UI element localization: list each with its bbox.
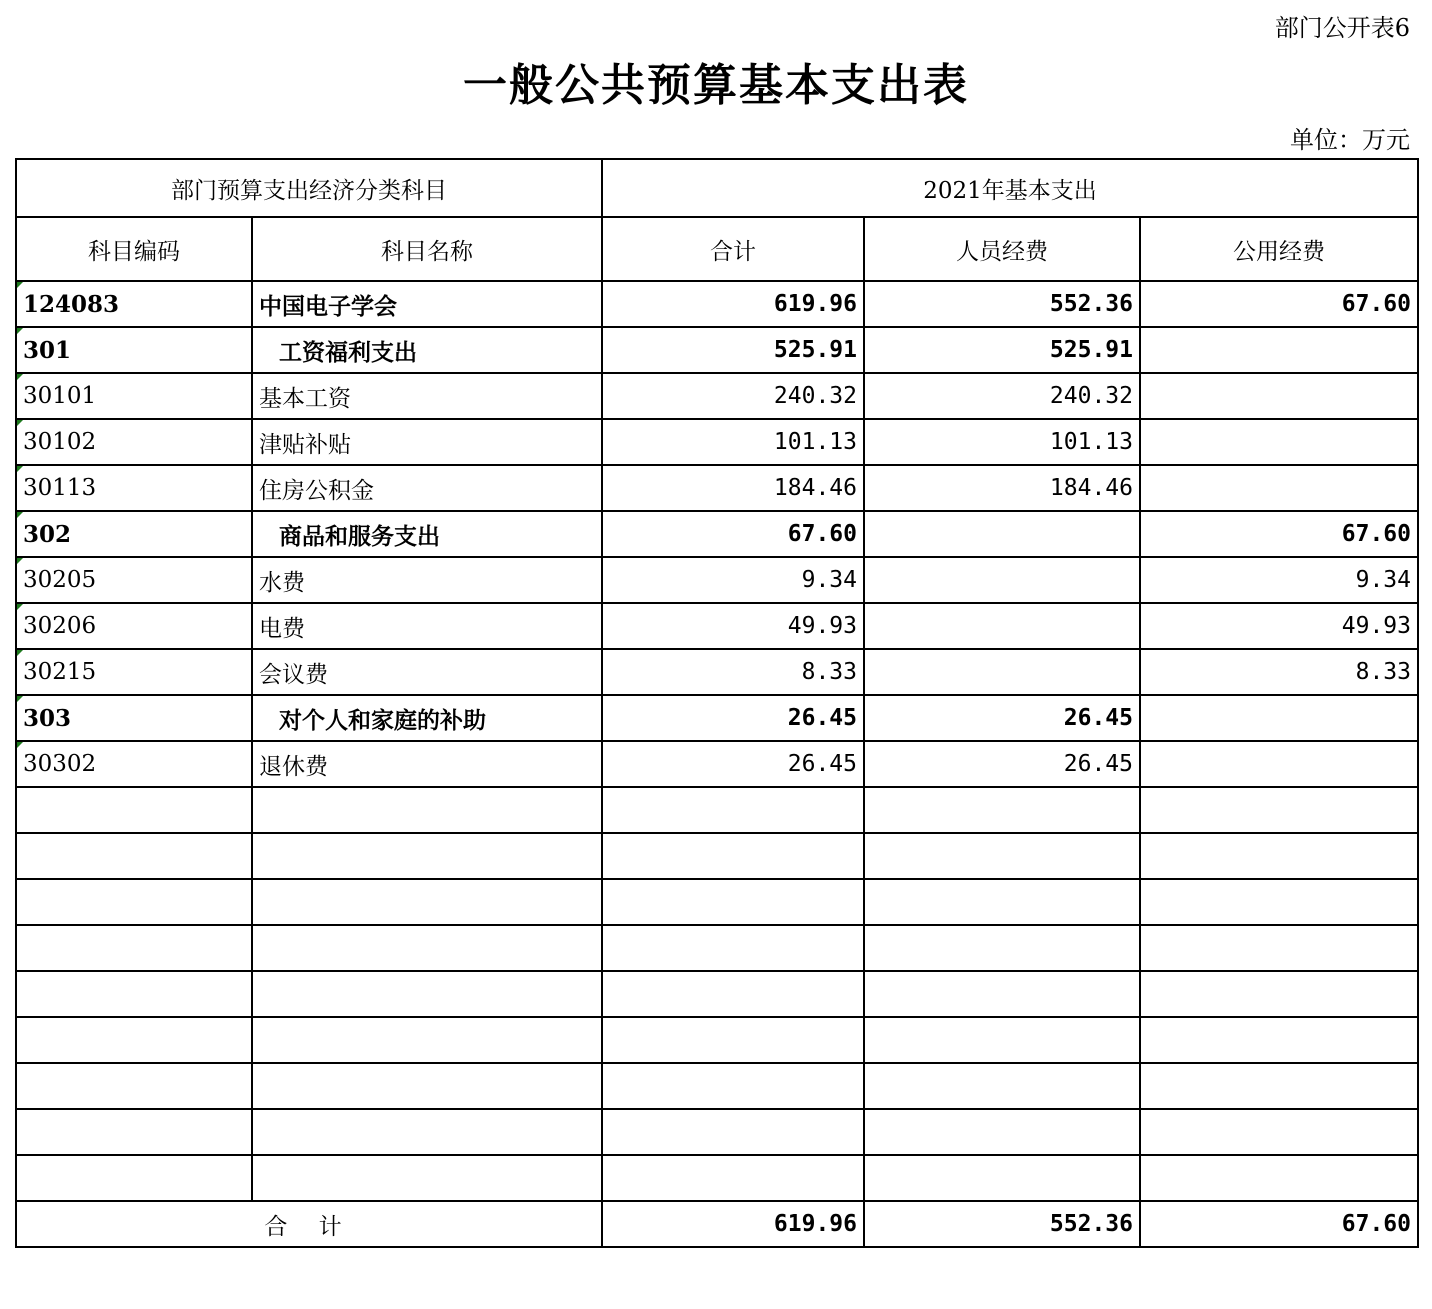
row-public bbox=[1140, 419, 1418, 465]
row-code: 30205 bbox=[16, 557, 252, 603]
empty-cell bbox=[1140, 1063, 1418, 1109]
row-public: 67.60 bbox=[1140, 281, 1418, 327]
empty-row bbox=[16, 1017, 1418, 1063]
row-total: 67.60 bbox=[602, 511, 864, 557]
empty-cell bbox=[602, 833, 864, 879]
empty-cell bbox=[1140, 925, 1418, 971]
empty-cell bbox=[864, 833, 1140, 879]
row-name bbox=[252, 511, 602, 557]
row-name-text: 会议费 bbox=[259, 661, 328, 688]
empty-cell bbox=[16, 1109, 252, 1155]
empty-cell bbox=[1140, 833, 1418, 879]
row-code: 30215 bbox=[16, 649, 252, 695]
row-personnel: 552.36 bbox=[864, 281, 1140, 327]
row-name bbox=[252, 465, 602, 511]
empty-cell bbox=[602, 1017, 864, 1063]
row-name-text: 商品和服务支出 bbox=[279, 522, 440, 550]
row-personnel: 101.13 bbox=[864, 419, 1140, 465]
row-personnel bbox=[864, 511, 1140, 557]
empty-row bbox=[16, 833, 1418, 879]
empty-cell bbox=[1140, 1155, 1418, 1201]
table-row bbox=[16, 281, 1418, 327]
row-total: 619.96 bbox=[602, 281, 864, 327]
row-code: 30102 bbox=[16, 419, 252, 465]
row-code: 301 bbox=[16, 327, 252, 373]
row-public bbox=[1140, 327, 1418, 373]
empty-row bbox=[16, 1155, 1418, 1201]
row-personnel bbox=[864, 649, 1140, 695]
row-personnel: 184.46 bbox=[864, 465, 1140, 511]
row-name bbox=[252, 327, 602, 373]
row-total: 26.45 bbox=[602, 741, 864, 787]
table-row bbox=[16, 695, 1418, 741]
row-public: 9.34 bbox=[1140, 557, 1418, 603]
empty-cell bbox=[1140, 1109, 1418, 1155]
row-public bbox=[1140, 465, 1418, 511]
empty-cell bbox=[16, 833, 252, 879]
empty-row bbox=[16, 1063, 1418, 1109]
row-name-text: 对个人和家庭的补助 bbox=[279, 706, 486, 734]
empty-cell bbox=[602, 879, 864, 925]
row-public bbox=[1140, 741, 1418, 787]
row-name bbox=[252, 603, 602, 649]
row-name bbox=[252, 281, 602, 327]
empty-cell bbox=[864, 925, 1140, 971]
empty-cell bbox=[1140, 879, 1418, 925]
header-subject-name: 科目名称 bbox=[252, 217, 602, 281]
table-row bbox=[16, 419, 1418, 465]
row-name-text: 津贴补贴 bbox=[259, 431, 351, 458]
row-personnel bbox=[864, 603, 1140, 649]
empty-cell bbox=[602, 971, 864, 1017]
empty-cell bbox=[252, 787, 602, 833]
row-total: 525.91 bbox=[602, 327, 864, 373]
row-code: 30101 bbox=[16, 373, 252, 419]
empty-cell bbox=[252, 971, 602, 1017]
empty-cell bbox=[864, 1063, 1140, 1109]
empty-cell bbox=[252, 925, 602, 971]
row-code: 30206 bbox=[16, 603, 252, 649]
header-subject-code: 科目编码 bbox=[16, 217, 252, 281]
table-row bbox=[16, 327, 1418, 373]
empty-cell bbox=[864, 1155, 1140, 1201]
row-name bbox=[252, 649, 602, 695]
row-code: 302 bbox=[16, 511, 252, 557]
table-row bbox=[16, 649, 1418, 695]
row-public: 49.93 bbox=[1140, 603, 1418, 649]
empty-cell bbox=[1140, 1017, 1418, 1063]
row-name-text: 水费 bbox=[259, 569, 305, 596]
row-public bbox=[1140, 695, 1418, 741]
row-name bbox=[252, 373, 602, 419]
empty-cell bbox=[252, 1109, 602, 1155]
row-name-text: 电费 bbox=[259, 615, 305, 642]
table-row bbox=[16, 557, 1418, 603]
empty-cell bbox=[16, 925, 252, 971]
row-public: 67.60 bbox=[1140, 511, 1418, 557]
empty-cell bbox=[602, 1155, 864, 1201]
empty-row bbox=[16, 879, 1418, 925]
empty-cell bbox=[602, 925, 864, 971]
empty-cell bbox=[864, 787, 1140, 833]
row-total: 101.13 bbox=[602, 419, 864, 465]
row-total: 26.45 bbox=[602, 695, 864, 741]
header-basic-expenditure-2021: 2021年基本支出 bbox=[602, 159, 1418, 217]
row-name-text: 中国电子学会 bbox=[259, 292, 397, 320]
empty-row bbox=[16, 971, 1418, 1017]
row-public: 8.33 bbox=[1140, 649, 1418, 695]
row-name-text: 住房公积金 bbox=[259, 477, 374, 504]
row-personnel: 26.45 bbox=[864, 695, 1140, 741]
header-public-cost: 公用经费 bbox=[1140, 217, 1418, 281]
row-name bbox=[252, 419, 602, 465]
row-name-text: 工资福利支出 bbox=[279, 338, 417, 366]
total-row bbox=[16, 1201, 1418, 1247]
empty-cell bbox=[602, 787, 864, 833]
row-name bbox=[252, 741, 602, 787]
empty-cell bbox=[602, 1109, 864, 1155]
unit-label: 单位：万元 bbox=[1290, 126, 1410, 154]
empty-cell bbox=[16, 1063, 252, 1109]
row-total: 49.93 bbox=[602, 603, 864, 649]
row-total: 240.32 bbox=[602, 373, 864, 419]
empty-cell bbox=[864, 879, 1140, 925]
table-row bbox=[16, 465, 1418, 511]
empty-cell bbox=[252, 879, 602, 925]
row-name-text: 基本工资 bbox=[259, 385, 351, 412]
empty-row bbox=[16, 925, 1418, 971]
header-economic-classification: 部门预算支出经济分类科目 bbox=[16, 159, 602, 217]
row-code: 124083 bbox=[16, 281, 252, 327]
empty-cell bbox=[16, 1017, 252, 1063]
row-name bbox=[252, 557, 602, 603]
empty-cell bbox=[16, 879, 252, 925]
row-total: 8.33 bbox=[602, 649, 864, 695]
row-personnel: 240.32 bbox=[864, 373, 1140, 419]
empty-row bbox=[16, 787, 1418, 833]
row-name-text: 退休费 bbox=[259, 753, 328, 780]
empty-cell bbox=[16, 971, 252, 1017]
empty-cell bbox=[252, 1155, 602, 1201]
empty-row bbox=[16, 1109, 1418, 1155]
budget-table bbox=[15, 158, 1419, 1248]
empty-cell bbox=[1140, 971, 1418, 1017]
table-row bbox=[16, 511, 1418, 557]
row-personnel: 525.91 bbox=[864, 327, 1140, 373]
empty-cell bbox=[16, 1155, 252, 1201]
row-code: 30113 bbox=[16, 465, 252, 511]
total-sum: 619.96 bbox=[602, 1201, 864, 1247]
total-label: 合 计 bbox=[16, 1201, 602, 1247]
empty-cell bbox=[252, 833, 602, 879]
empty-cell bbox=[864, 1109, 1140, 1155]
row-code: 30302 bbox=[16, 741, 252, 787]
table-row bbox=[16, 373, 1418, 419]
row-personnel: 26.45 bbox=[864, 741, 1140, 787]
total-personnel: 552.36 bbox=[864, 1201, 1140, 1247]
row-public bbox=[1140, 373, 1418, 419]
row-name bbox=[252, 695, 602, 741]
empty-cell bbox=[16, 787, 252, 833]
header-personnel-cost: 人员经费 bbox=[864, 217, 1140, 281]
empty-cell bbox=[252, 1017, 602, 1063]
document-tag: 部门公开表6 bbox=[1274, 14, 1410, 42]
row-personnel bbox=[864, 557, 1140, 603]
row-total: 184.46 bbox=[602, 465, 864, 511]
row-code: 303 bbox=[16, 695, 252, 741]
page-title: 一般公共预算基本支出表 bbox=[463, 60, 969, 111]
table-row bbox=[16, 603, 1418, 649]
empty-cell bbox=[252, 1063, 602, 1109]
header-total: 合计 bbox=[602, 217, 864, 281]
total-public: 67.60 bbox=[1140, 1201, 1418, 1247]
empty-cell bbox=[602, 1063, 864, 1109]
table-row bbox=[16, 741, 1418, 787]
row-total: 9.34 bbox=[602, 557, 864, 603]
empty-cell bbox=[1140, 787, 1418, 833]
empty-cell bbox=[864, 1017, 1140, 1063]
empty-cell bbox=[864, 971, 1140, 1017]
